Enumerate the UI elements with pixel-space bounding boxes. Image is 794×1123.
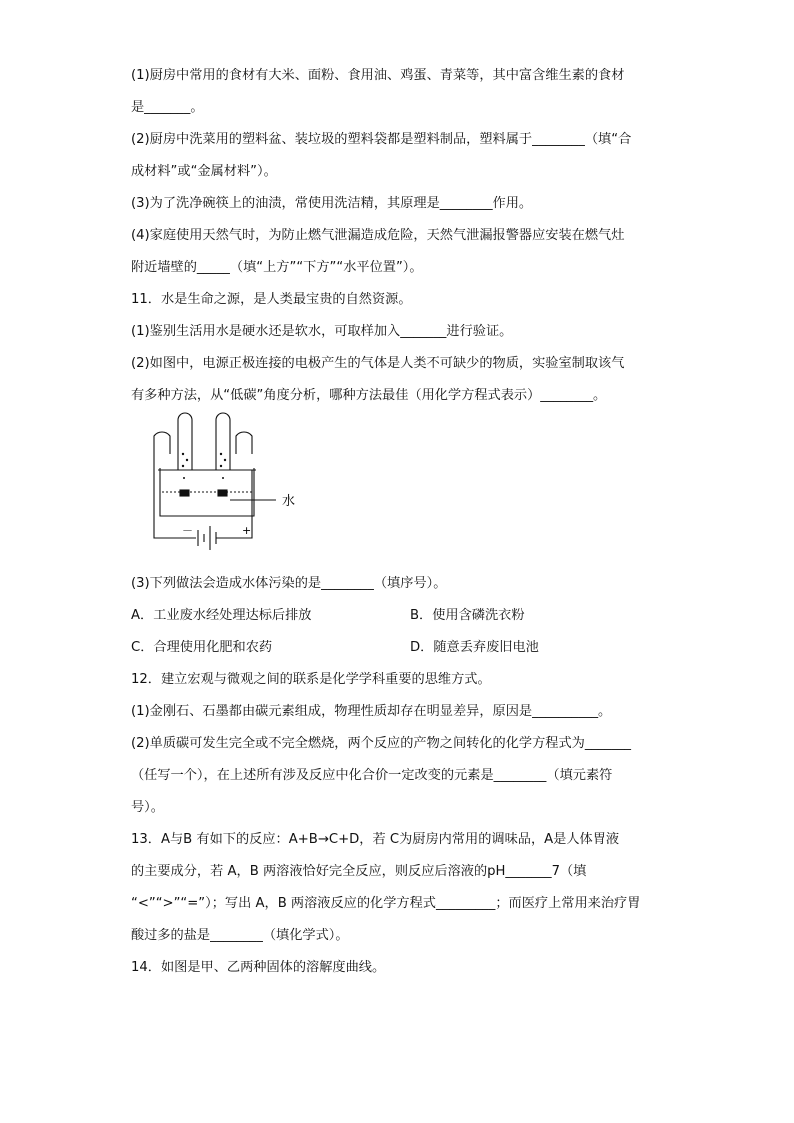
question-11-part1: (1)鉴别生活用水是硬水还是软水，可取样加入_______进行验证。: [131, 324, 513, 339]
question-12-part2-line3: 号）。: [131, 800, 164, 815]
question-10-part4-line1: (4)家庭使用天然气时，为防止燃气泄漏造成危险，天然气泄漏报警器应安装在燃气灶: [131, 228, 625, 243]
options-row-1: [131, 607, 525, 625]
question-14-stem: 14．如图是甲、乙两种固体的溶解度曲线。: [131, 960, 386, 975]
question-12-part2-line2: （任写一个），在上述所有涉及反应中化合价一定改变的元素是________（填元素符: [131, 768, 613, 783]
option-c: C．合理使用化肥和农药: [131, 640, 273, 655]
right-wire-loop: [236, 432, 252, 454]
question-11-part2-line2: 有多种方法，从“低碳”角度分析，哪种方法最佳（用化学方程式表示）________。: [131, 388, 607, 403]
question-10-part2-line2: 成材料”或“金属材料”）。: [131, 164, 277, 179]
question-12-part1: (1)金刚石、石墨都由碳元素组成，物理性质却存在明显差异，原因是__________。: [131, 704, 612, 719]
water-label: 水: [282, 494, 296, 509]
negative-terminal-label: －: [182, 524, 193, 537]
options-row-2: [131, 639, 539, 657]
left-wire-loop: [154, 432, 170, 456]
question-13-line2: 的主要成分，若 A，B 两溶液恰好完全反应，则反应后溶液的pH_______7（填: [131, 864, 587, 879]
question-10-part1-line1: (1)厨房中常用的食材有大米、面粉、食用油、鸡蛋、青菜等，其中富含维生素的食材: [131, 68, 625, 83]
option-a: A．工业废水经处理达标后排放: [131, 608, 312, 623]
question-12-part2-line1: (2)单质碳可发生完全或不完全燃烧，两个反应的产物之间转化的化学方程式为_______: [131, 736, 632, 751]
left-test-tube: [178, 413, 192, 448]
right-test-tube: [216, 413, 230, 448]
question-10-part1-line2: 是_______。: [131, 100, 204, 115]
question-10-part4-line2: 附近墙壁的_____（填“上方”“下方”“水平位置”）。: [131, 260, 423, 275]
question-11-part3: (3)下列做法会造成水体污染的是________（填序号）。: [131, 576, 447, 591]
option-d: D．随意丢弃废旧电池: [410, 640, 539, 655]
positive-terminal-label: +: [242, 524, 252, 537]
question-10-part3: (3)为了洗净碗筷上的油渍，常使用洗洁精，其原理是________作用。: [131, 196, 533, 211]
question-12-stem: 12．建立宏观与微观之间的联系是化学学科重要的思维方式。: [131, 672, 491, 687]
electrolysis-diagram: [148, 408, 308, 560]
question-13-line1: 13．A与B 有如下的反应：A+B→C+D，若 C为厨房内常用的调味品，A是人体胃液: [131, 832, 620, 847]
question-10-part2-line1: (2)厨房中洗菜用的塑料盆、装垃圾的塑料袋都是塑料制品，塑料属于________（填“合: [131, 132, 632, 147]
question-13-line3: “<”“>”“=”）；写出 A，B 两溶液反应的化学方程式_________；而医疗上常用来治疗胃: [131, 896, 641, 911]
question-13-line4: 酸过多的盐是________（填化学式）。: [131, 928, 349, 943]
option-b: B．使用含磷洗衣粉: [410, 608, 525, 623]
question-11-part2-line1: (2)如图中，电源正极连接的电极产生的气体是人类不可缺少的物质，实验室制取该气: [131, 356, 625, 371]
question-11-stem: 11．水是生命之源，是人类最宝贵的自然资源。: [131, 292, 412, 307]
